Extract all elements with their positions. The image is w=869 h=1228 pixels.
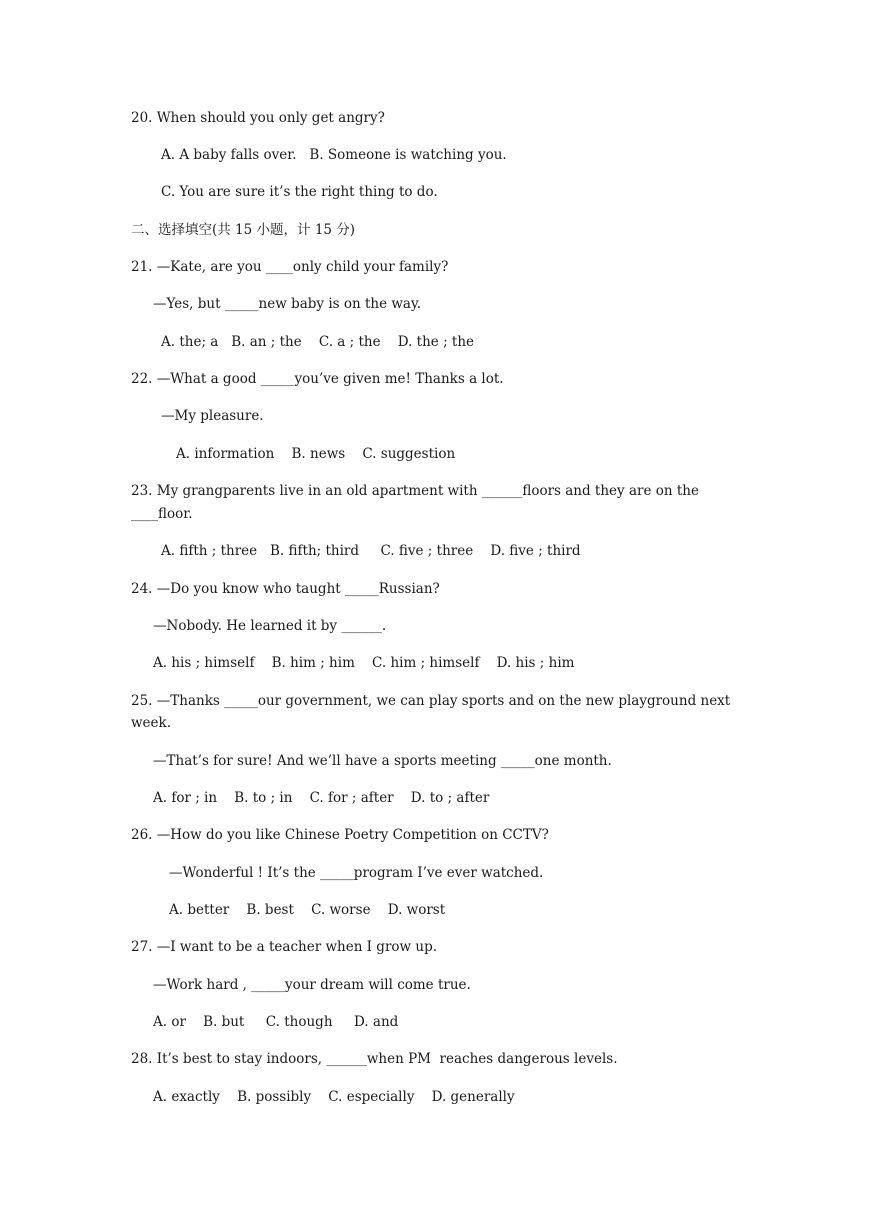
question-23-stem-cont: ____floor. <box>131 506 193 522</box>
question-21-options: A. the; a B. an ; the C. a ; the D. the ; the <box>161 334 475 350</box>
question-20-options-line2: C. You are sure it’s the right thing to do. <box>161 184 438 200</box>
question-22-response: —My pleasure. <box>161 408 264 424</box>
question-25-options: A. for ; in B. to ; in C. for ; after D. to ; after <box>153 790 490 806</box>
question-24-stem: 24. —Do you know who taught _____Russian? <box>131 581 440 597</box>
question-25-response: —That’s for sure! And we’ll have a sports meeting _____one month. <box>153 753 612 769</box>
question-20-stem: 20. When should you only get angry? <box>131 110 385 126</box>
question-24-response: —Nobody. He learned it by ______. <box>153 618 387 634</box>
question-20-options-line1: A. A baby falls over. B. Someone is watching you. <box>161 147 507 163</box>
question-26-options: A. better B. best C. worse D. worst <box>169 902 446 918</box>
question-28-stem: 28. It’s best to stay indoors, ______when PM reaches dangerous levels. <box>131 1051 618 1067</box>
question-27-stem: 27. —I want to be a teacher when I grow up. <box>131 939 438 955</box>
question-21-response: —Yes, but _____new baby is on the way. <box>153 296 422 312</box>
question-28-options: A. exactly B. possibly C. especially D. generally <box>153 1089 515 1105</box>
question-24-options: A. his ; himself B. him ; him C. him ; himself D. his ; him <box>153 655 575 671</box>
question-26-stem: 26. —How do you like Chinese Poetry Competition on CCTV? <box>131 827 549 843</box>
question-27-response: —Work hard , _____your dream will come true. <box>153 977 471 993</box>
question-22-stem: 22. —What a good _____you’ve given me! Thanks a lot. <box>131 371 504 387</box>
section-heading: 二、选择填空(共 15 小题，计 15 分) <box>131 222 356 238</box>
question-25-stem: 25. —Thanks _____our government, we can play sports and on the new playground next <box>131 693 731 709</box>
question-23-stem: 23. My grangparents live in an old apartment with ______floors and they are on the <box>131 483 699 499</box>
question-27-options: A. or B. but C. though D. and <box>153 1014 399 1030</box>
question-23-options: A. fifth ; three B. fifth; third C. five ; three D. five ; third <box>161 543 581 559</box>
question-21-stem: 21. —Kate, are you ____only child your family? <box>131 259 449 275</box>
question-22-options: A. information B. news C. suggestion <box>176 446 456 462</box>
question-25-stem-cont: week. <box>131 715 172 731</box>
question-26-response: —Wonderful ! It’s the _____program I’ve ever watched. <box>169 865 544 881</box>
